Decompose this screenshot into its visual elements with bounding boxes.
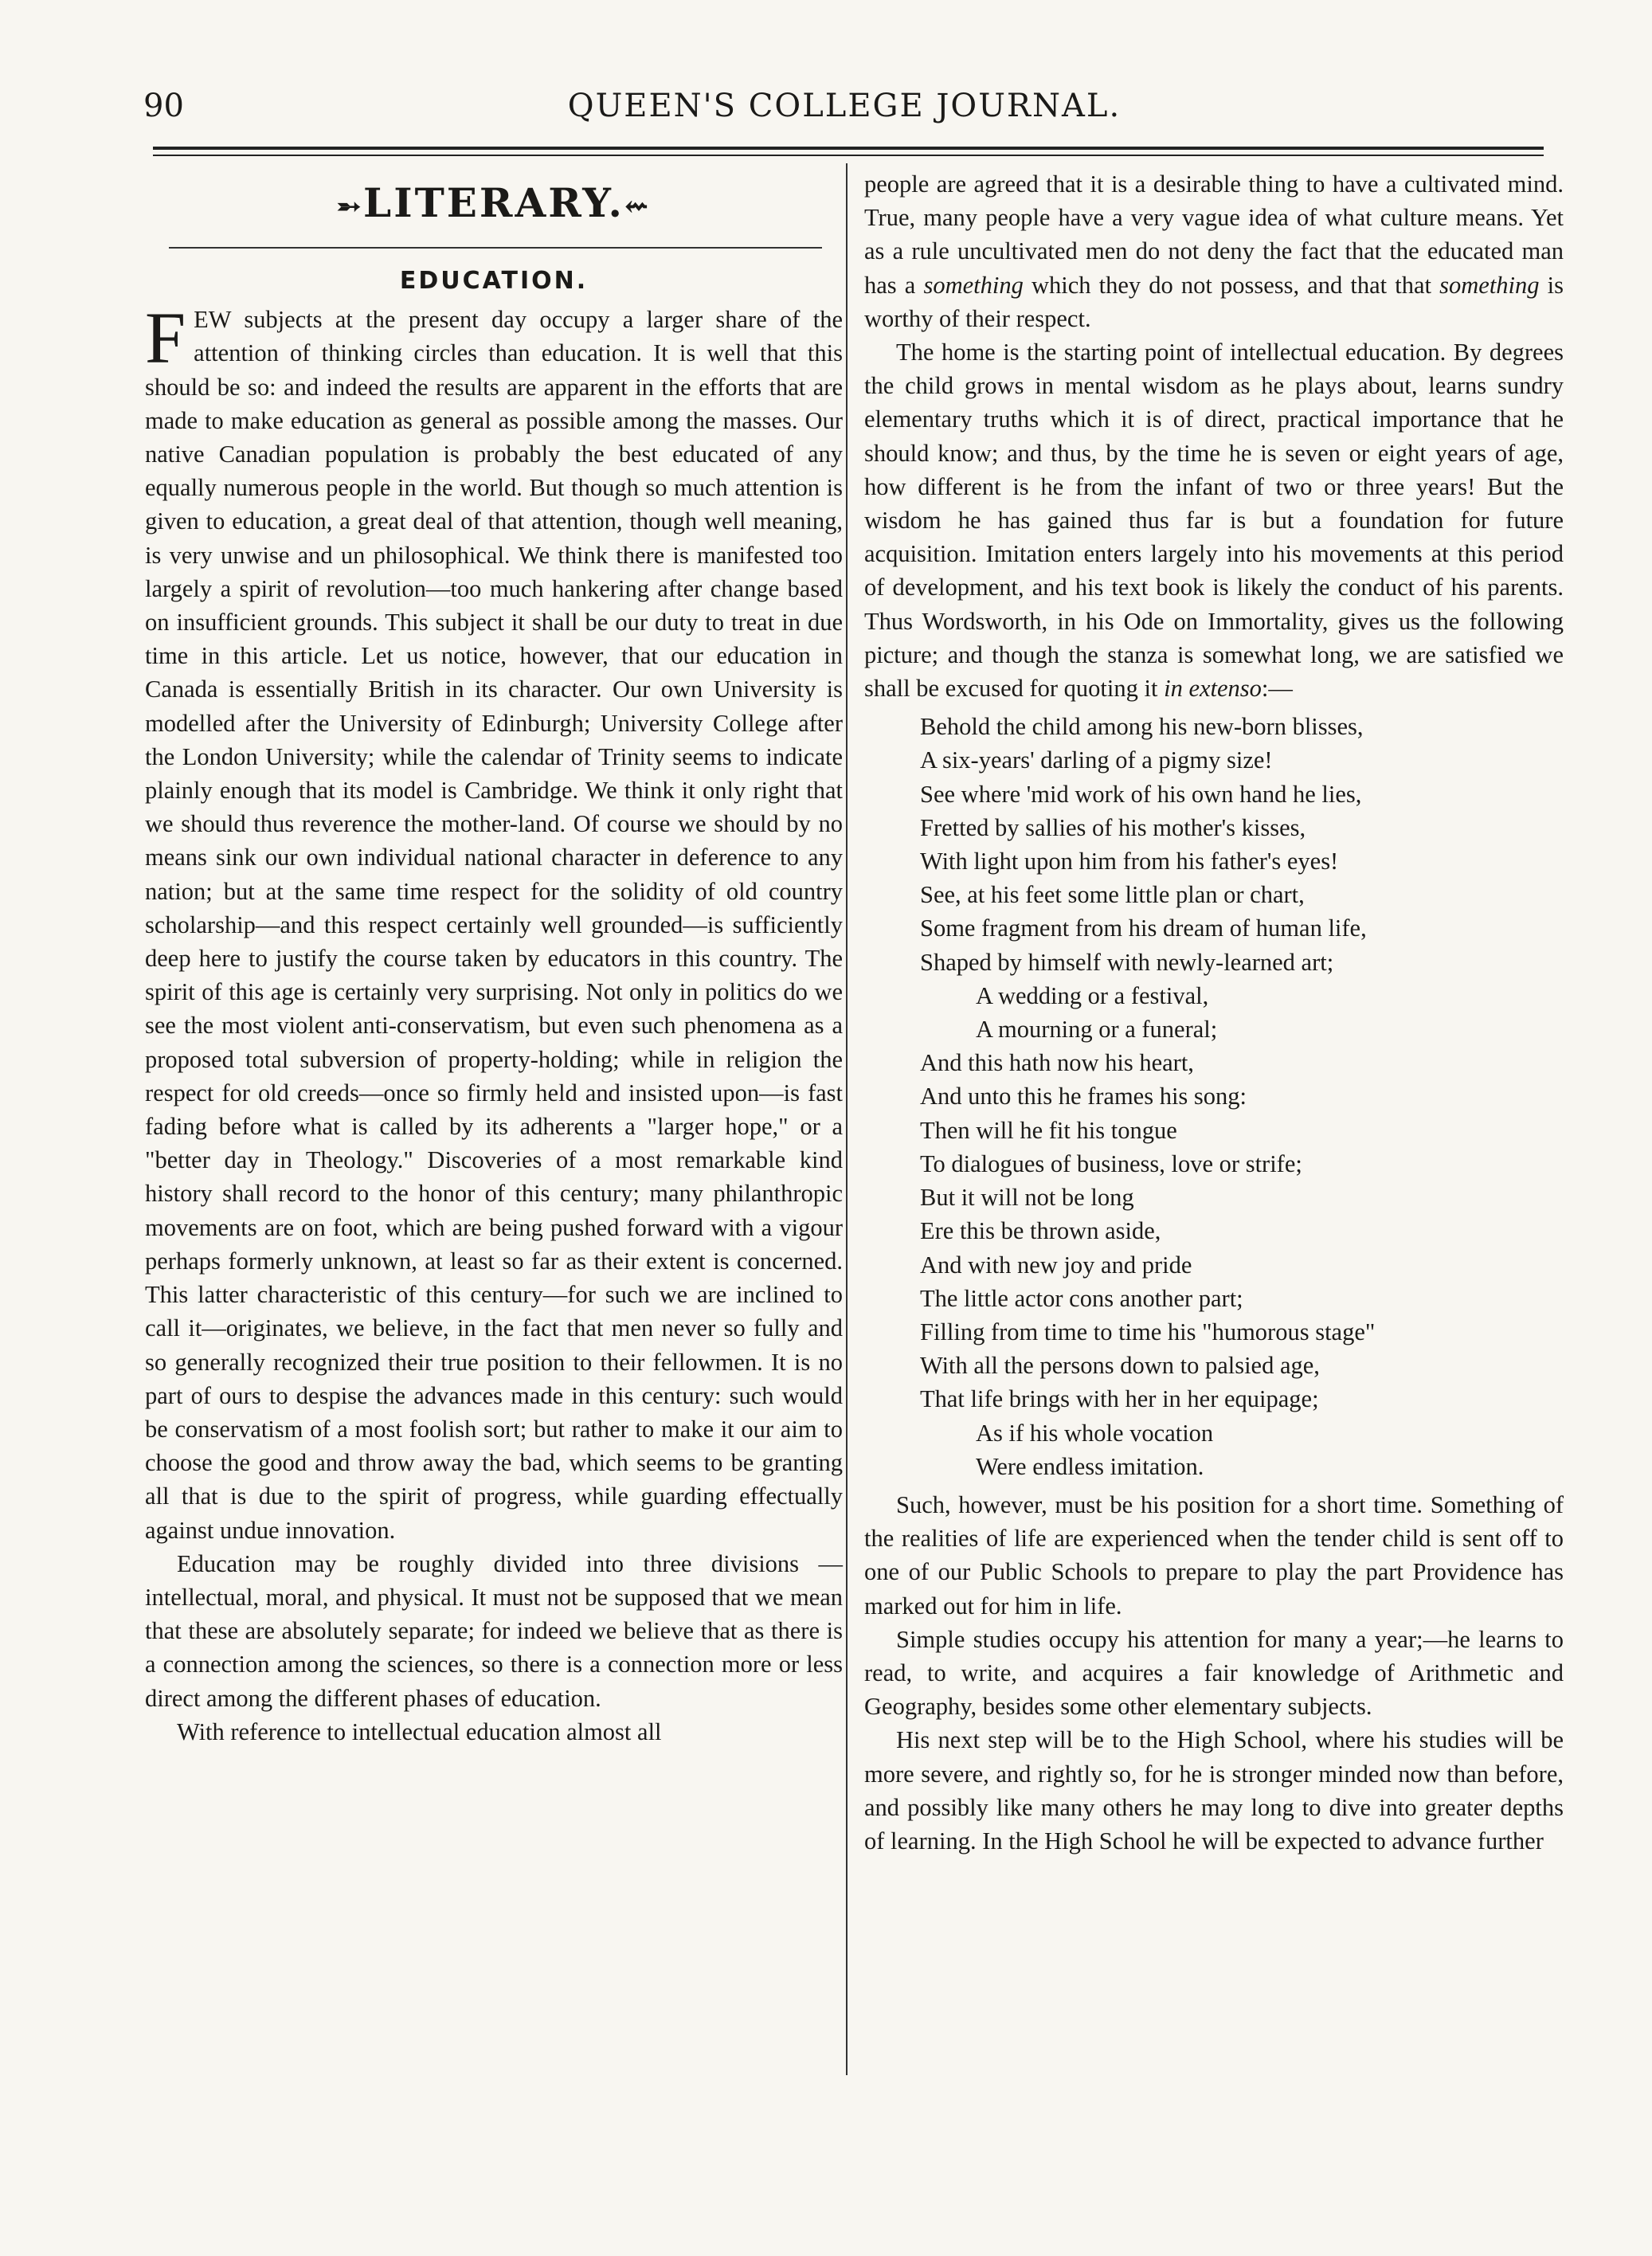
poem-line: See where 'mid work of his own hand he lies, bbox=[920, 780, 1362, 808]
poem-line: And with new joy and pride bbox=[920, 1251, 1192, 1279]
poem-line: See, at his feet some little plan or chart, bbox=[920, 881, 1305, 909]
poem-line: With all the persons down to palsied age, bbox=[920, 1352, 1320, 1380]
poem-line: Filling from time to time his "humorous stage" bbox=[920, 1318, 1376, 1345]
section-title-text: LITERARY. bbox=[363, 179, 624, 226]
right-column bbox=[864, 167, 1564, 1858]
paragraph-1 bbox=[145, 297, 843, 1547]
poem-line: Then will he fit his tongue bbox=[920, 1116, 1177, 1144]
paragraph-2: Education may be roughly divided into three divisions —intellectual, moral, and physical. It must not be supposed that we mean that these are absolutely separate; for indeed we believe that as there is a connection among the sciences, so there is a connection more or less direct among the different phases of education. bbox=[145, 1549, 843, 1712]
poem-line: A wedding or a festival, bbox=[976, 981, 1209, 1009]
page-header bbox=[143, 88, 1545, 135]
para4-emphasis: in extenso bbox=[1164, 675, 1262, 703]
column-divider bbox=[846, 163, 848, 2075]
poem-line: Were endless imitation. bbox=[976, 1452, 1204, 1480]
header-rule-thin bbox=[153, 155, 1544, 156]
article-title: EDUCATION. bbox=[399, 267, 589, 295]
poem-line: A mourning or a funeral; bbox=[976, 1016, 1218, 1044]
poem-line: The little actor cons another part; bbox=[920, 1284, 1243, 1312]
poem-line: Some fragment from his dream of human life, bbox=[920, 915, 1367, 942]
journal-title: QUEEN'S COLLEGE JOURNAL. bbox=[567, 88, 1122, 124]
section-title bbox=[145, 175, 843, 234]
poem-line: That life brings with her in her equipage; bbox=[920, 1385, 1319, 1413]
section-rule bbox=[169, 247, 822, 249]
ornament-right-icon: ⇜ bbox=[624, 190, 652, 223]
paragraph-5: Such, however, must be his position for a short time. Something of the realities of life are experienced when the tender child is sent off to one of our Public Schools to prepare to play the part Providence has marked out for him in life. bbox=[864, 1490, 1564, 1620]
poem-line: To dialogues of business, love or strife; bbox=[920, 1150, 1302, 1177]
poem-line: And this hath now his heart, bbox=[920, 1049, 1194, 1077]
page-number: 90 bbox=[143, 88, 184, 124]
poem-line: Fretted by sallies of his mother's kisses, bbox=[920, 813, 1306, 841]
para4-text: The home is the starting point of intellectual education. By degrees the child grows in mental wisdom as he plays about, learns sundry elementary truths which it is of direct, practical importance that he should know; and thus, by the time he is seven or eight years of age, how different is he from the infant of two or three years! But the wisdom he has gained thus far is but a foundation for future acquisition. Imitation enters largely into his movements at this period of development, and his text book is likely the conduct of his parents. Thus Wordsworth, in his Ode on Immortality, gives us the following picture; and though the stanza is somewhat long, we are satisfied we shall be excused for quoting it bbox=[864, 339, 1564, 703]
paragraph-3-continued bbox=[864, 167, 1564, 335]
poem-line: With light upon him from his father's eyes! bbox=[920, 848, 1339, 875]
para3-text-a: people are agreed that it is a desirable thing to have a cultivated mind. True, many people have a very vague idea of what culture means. Yet as a rule uncultivated men do not deny the fact that the educated man has a bbox=[864, 170, 1564, 299]
header-rule bbox=[153, 147, 1544, 150]
paragraph-4 bbox=[864, 335, 1564, 705]
para3-emphasis-2: something bbox=[1439, 271, 1540, 299]
poem-line: A six-years' darling of a pigmy size! bbox=[920, 746, 1273, 774]
para3-text-c: is worthy of their respect. bbox=[864, 271, 1564, 332]
para3-text-b: which they do not possess, and that that bbox=[1023, 271, 1440, 299]
drop-cap: F bbox=[145, 297, 186, 379]
para3-emphasis-1: something bbox=[923, 271, 1024, 299]
poem-line: Behold the child among his new-born blisses, bbox=[920, 713, 1364, 741]
para4-end: :— bbox=[1261, 675, 1293, 703]
left-column bbox=[145, 167, 843, 1749]
ornament-left-icon: ➵ bbox=[336, 190, 364, 223]
paragraph-7: His next step will be to the High School, where his studies will be more severe, and rightly so, for he is stronger minded now than before, and possibly like many others he may long to dive into greater depths of learning. In the High School he will be expected to advance further bbox=[864, 1726, 1564, 1855]
paragraph-1-text: EW subjects at the present day occupy a larger share of the attention of thinking circles than education. It is well that this should be so: and indeed the results are apparent in the efforts that are made to make education as general as possible among the masses. Our native Canadian population is probably the best educated of any equally numerous people in the world. But though so much attention is given to education, a great deal of that attention, though well meaning, is very unwise and un philosophical. We think there is manifested too largely a spirit of revolution—too much hankering after change based on insufficient grounds. This subject it shall be our duty to treat in due time in this article. Let us notice, however, that our education in Canada is essentially British in its character. Our own University is modelled after the University of Edinburgh; University College after the London University; while the calendar of Trinity seems to indicate plainly enough that its model is Cambridge. We think it only right that we should thus reverence the mother-land. Of course we should by no means sink our own individual national character in deference to any nation; but at the same time respect for the solidity of old country scholarship—and this respect certainly well grounded—is sufficiently deep here to justify the course taken by educators in this country. The spirit of this age is certainly very surprising. Not only in politics do we see the most violent anti-conservatism, but even such phenomena as a proposed total subversion of property-holding; while in religion the respect for old creeds—once so firmly held and insisted upon—is fast fading before what is called by its adherents a "larger hope," or a "better day in Theology." Discoveries of a most remarkable kind history shall record to the honor of this century; many philanthropic movements are on foot, which are being pushed forward with a vigour perhaps formerly unknown, at least so far as their extent is concerned. This latter characteristic of this century—for such we are inclined to call it—originates, we believe, in the fact that men never so fully and so generally recognized their true position to their fellowmen. It is no part of ours to despise the advances made in this century: such would be conservatism of a most foolish sort; but rather to make it our aim to choose the good and throw away the bad, which seems to be granting all that is due to the spirit of progress, while guarding effectually against undue innovation. bbox=[145, 306, 843, 1544]
poem-line: Ere this be thrown aside, bbox=[920, 1217, 1161, 1245]
poem-line: And unto this he frames his song: bbox=[920, 1083, 1247, 1110]
paragraph-3: With reference to intellectual education almost all bbox=[177, 1717, 662, 1745]
poem-line: As if his whole vocation bbox=[976, 1419, 1214, 1447]
poem-line: Shaped by himself with newly-learned art; bbox=[920, 948, 1334, 976]
paragraph-6: Simple studies occupy his attention for many a year;—he learns to read, to write, and acquires a fair knowledge of Arithmetic and Geography, besides some other elementary subjects. bbox=[864, 1625, 1564, 1721]
poem-line: But it will not be long bbox=[920, 1184, 1134, 1212]
poem bbox=[920, 710, 1564, 1483]
